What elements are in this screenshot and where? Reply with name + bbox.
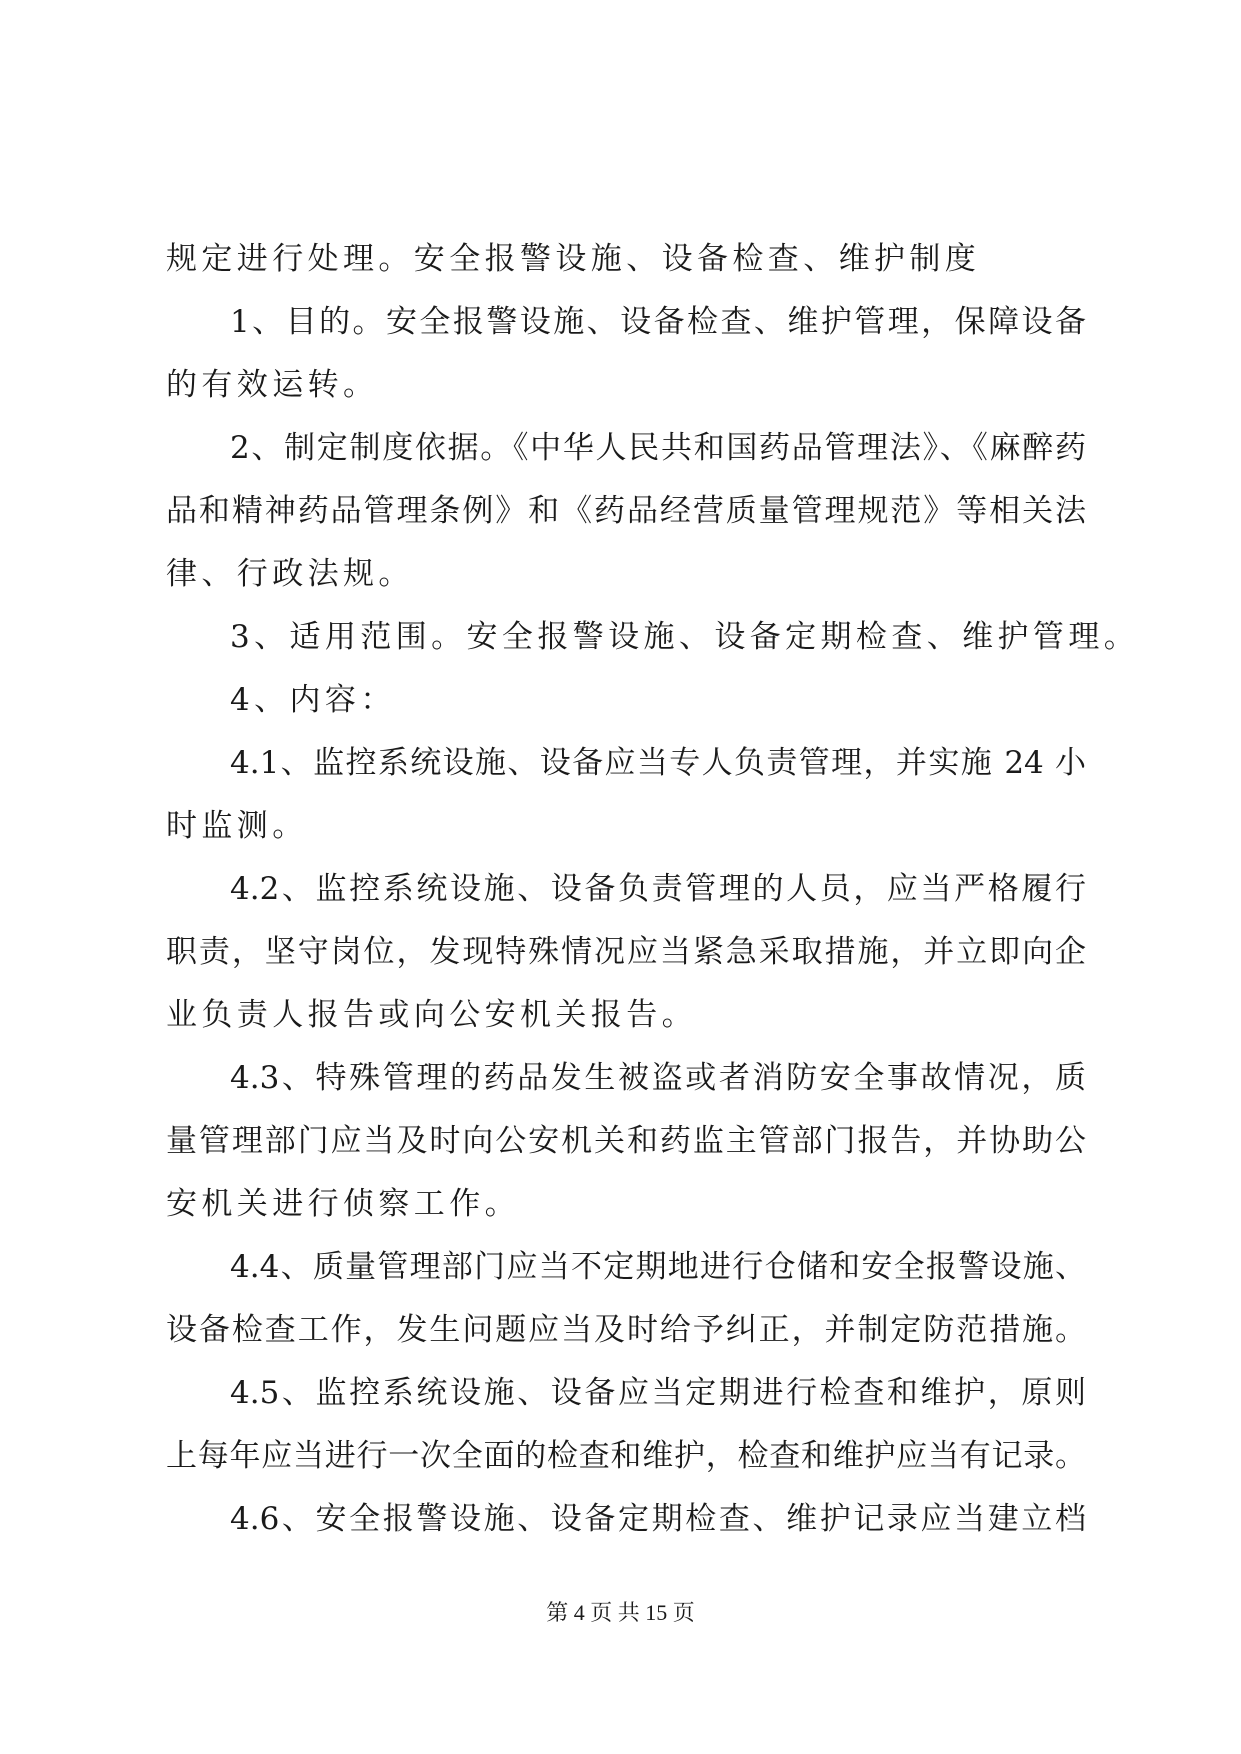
text-line: 品和精神药品管理条例》和《药品经营质量管理规范》等相关法 bbox=[166, 493, 1086, 529]
text-line: 规定进行处理。安全报警设施、设备检查、维护制度 bbox=[166, 241, 981, 277]
text-line: 2、制定制度依据。《中华人民共和国药品管理法》、《麻醉药 bbox=[230, 430, 1086, 466]
text-line: 上每年应当进行一次全面的检查和维护，检查和维护应当有记录。 bbox=[166, 1438, 1086, 1474]
text-line: 4、内容： bbox=[230, 682, 396, 718]
text-line: 4.1、监控系统设施、设备应当专人负责管理，并实施 24 小 bbox=[230, 745, 1086, 781]
text-line: 1、目的。安全报警设施、设备检查、维护管理，保障设备 bbox=[230, 304, 1086, 340]
text-line: 量管理部门应当及时向公安机关和药监主管部门报告，并协助公 bbox=[166, 1123, 1086, 1159]
text-line: 律、行政法规。 bbox=[166, 556, 414, 592]
text-line: 职责，坚守岗位，发现特殊情况应当紧急采取措施，并立即向企 bbox=[166, 934, 1086, 970]
text-line: 4.2、监控系统设施、设备负责管理的人员，应当严格履行 bbox=[230, 871, 1086, 907]
text-line: 3、适用范围。安全报警设施、设备定期检查、维护管理。 bbox=[230, 619, 1140, 655]
text-line: 设备检查工作，发生问题应当及时给予纠正，并制定防范措施。 bbox=[166, 1312, 1086, 1348]
text-line: 时监测。 bbox=[166, 808, 308, 844]
text-line: 4.6、安全报警设施、设备定期检查、维护记录应当建立档 bbox=[230, 1501, 1086, 1537]
text-line: 业负责人报告或向公安机关报告。 bbox=[166, 997, 697, 1033]
text-line: 4.3、特殊管理的药品发生被盗或者消防安全事故情况，质 bbox=[230, 1060, 1086, 1096]
text-line: 4.4、质量管理部门应当不定期地进行仓储和安全报警设施、 bbox=[230, 1249, 1086, 1285]
document-body bbox=[166, 228, 1140, 1551]
text-line: 4.5、监控系统设施、设备应当定期进行检查和维护，原则 bbox=[230, 1375, 1086, 1411]
text-line: 的有效运转。 bbox=[166, 367, 379, 403]
text-line: 安机关进行侦察工作。 bbox=[166, 1186, 520, 1222]
page-number-footer: 第 4 页 共 15 页 bbox=[546, 1600, 695, 1625]
